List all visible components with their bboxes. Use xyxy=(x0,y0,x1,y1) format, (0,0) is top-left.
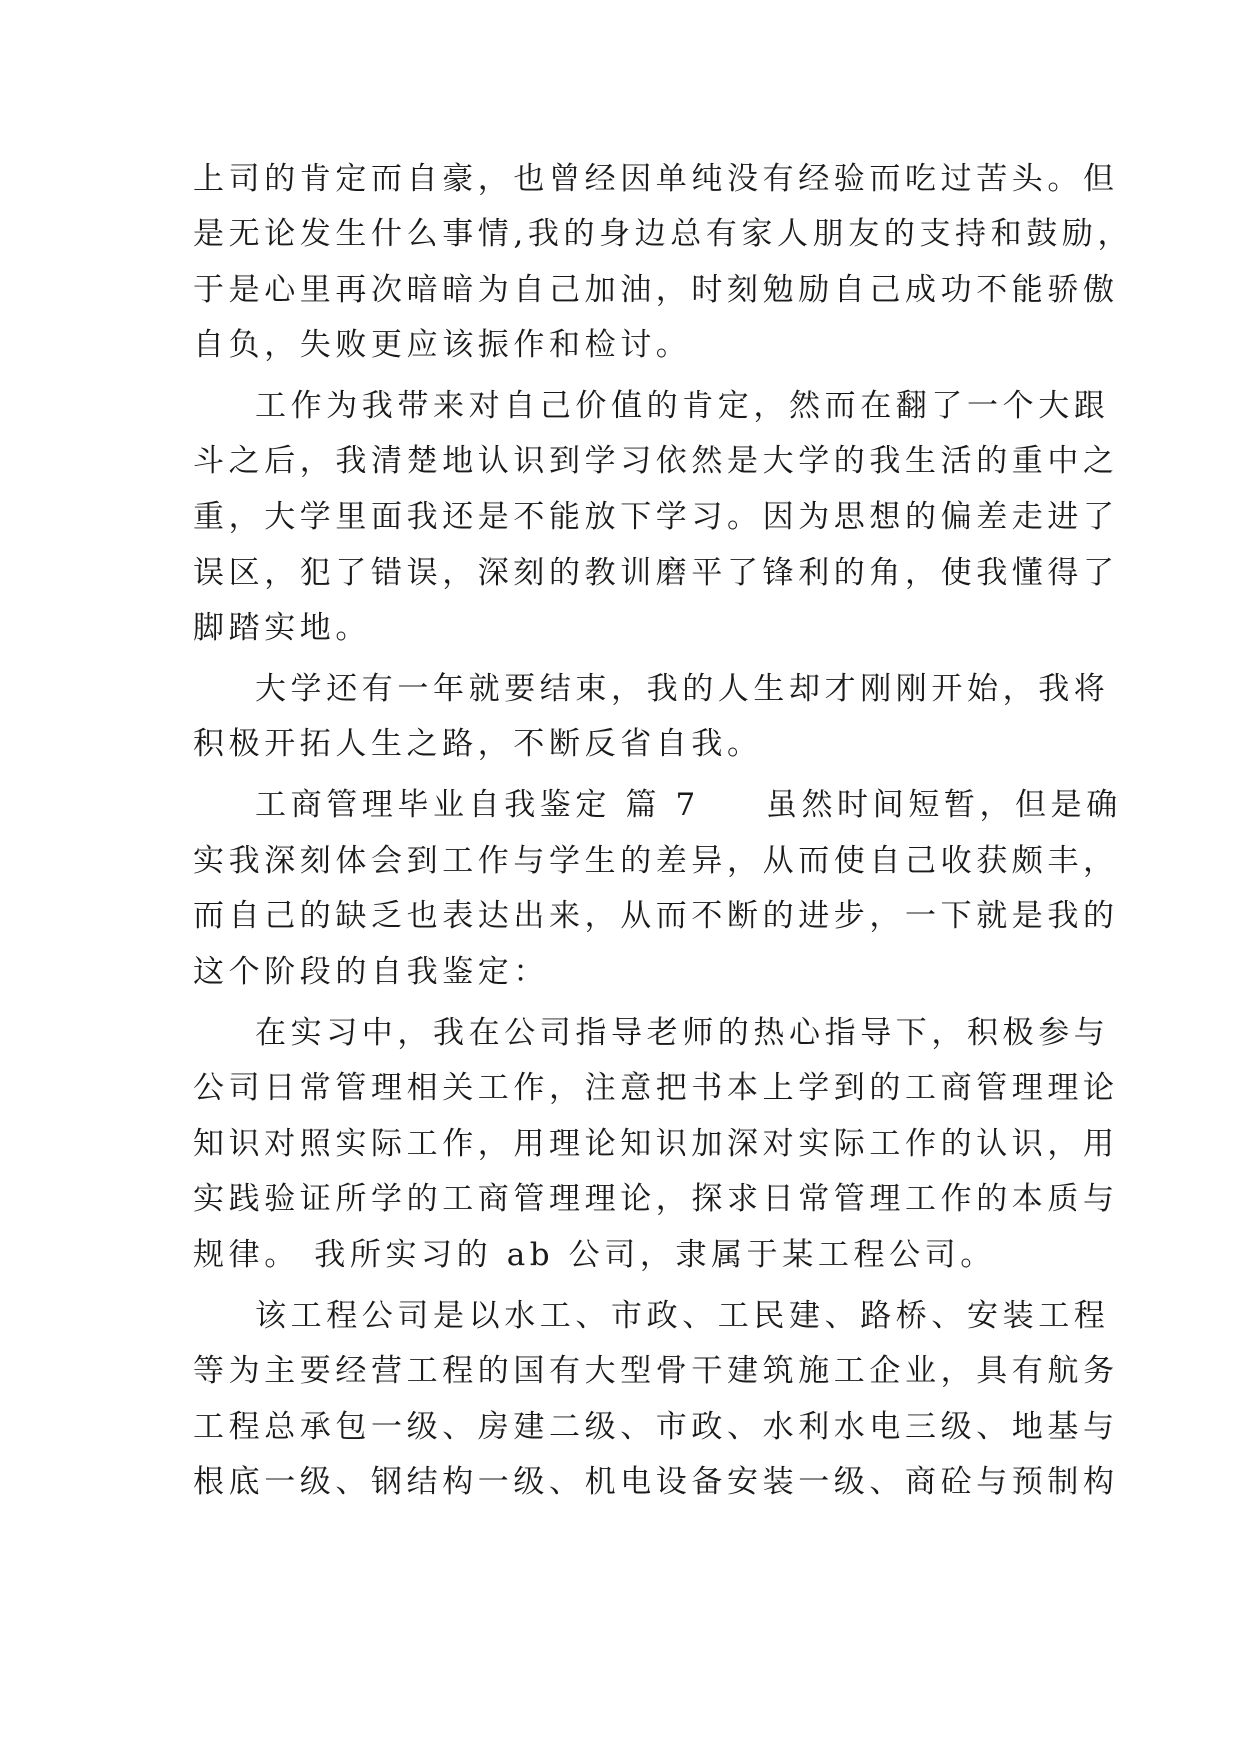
paragraph-first-line: 大学还有一年就要结束，我的人生却才刚刚开始，我将 xyxy=(255,671,1110,707)
text-line: 知识对照实际工作，用理论知识加深对实际工作的认识，用 xyxy=(193,1126,1119,1162)
text-line: 误区，犯了错误，深刻的教训磨平了锋利的角，使我懂得了 xyxy=(193,555,1119,591)
text-line: 上司的肯定而自豪，也曾经因单纯没有经验而吃过苦头。但 xyxy=(193,161,1119,197)
text-line: 规律。 我所实习的 ab 公司，隶属于某工程公司。 xyxy=(193,1237,996,1273)
text-line: 虽然时间短暂，但是确 xyxy=(765,787,1122,823)
text-line: 工程总承包一级、房建二级、市政、水利水电三级、地基与 xyxy=(193,1409,1119,1445)
section-heading-line xyxy=(255,785,1122,825)
text-line: 是无论发生什么事情,我的身边总有家人朋友的支持和鼓励， xyxy=(193,216,1134,252)
text-line: 自负，失败更应该振作和检讨。 xyxy=(193,327,692,363)
text-line: 根底一级、钢结构一级、机电设备安装一级、商砼与预制构 xyxy=(193,1464,1119,1500)
text-line: 斗之后，我清楚地认识到学习依然是大学的我生活的重中之 xyxy=(193,443,1119,479)
text-line: 实践验证所学的工商管理理论，探求日常管理工作的本质与 xyxy=(193,1181,1119,1217)
text-line: 这个阶段的自我鉴定： xyxy=(193,954,549,990)
text-line: 于是心里再次暗暗为自己加油，时刻勉励自己成功不能骄傲 xyxy=(193,272,1119,308)
section-heading: 工商管理毕业自我鉴定 篇 7 xyxy=(255,787,700,823)
text-line: 实我深刻体会到工作与学生的差异，从而使自己收获颇丰， xyxy=(193,843,1119,879)
text-line: 积极开拓人生之路，不断反省自我。 xyxy=(193,726,763,762)
text-line: 公司日常管理相关工作，注意把书本上学到的工商管理理论 xyxy=(193,1070,1119,1106)
text-line: 重，大学里面我还是不能放下学习。因为思想的偏差走进了 xyxy=(193,499,1119,535)
text-line: 等为主要经营工程的国有大型骨干建筑施工企业，具有航务 xyxy=(193,1353,1119,1389)
text-line: 而自己的缺乏也表达出来，从而不断的进步，一下就是我的 xyxy=(193,898,1119,934)
paragraph-first-line: 工作为我带来对自己价值的肯定，然而在翻了一个大跟 xyxy=(255,388,1110,424)
paragraph-first-line: 该工程公司是以水工、市政、工民建、路桥、安装工程 xyxy=(255,1298,1110,1334)
paragraph-first-line: 在实习中，我在公司指导老师的热心指导下，积极参与 xyxy=(255,1015,1110,1051)
text-line: 脚踏实地。 xyxy=(193,610,371,646)
